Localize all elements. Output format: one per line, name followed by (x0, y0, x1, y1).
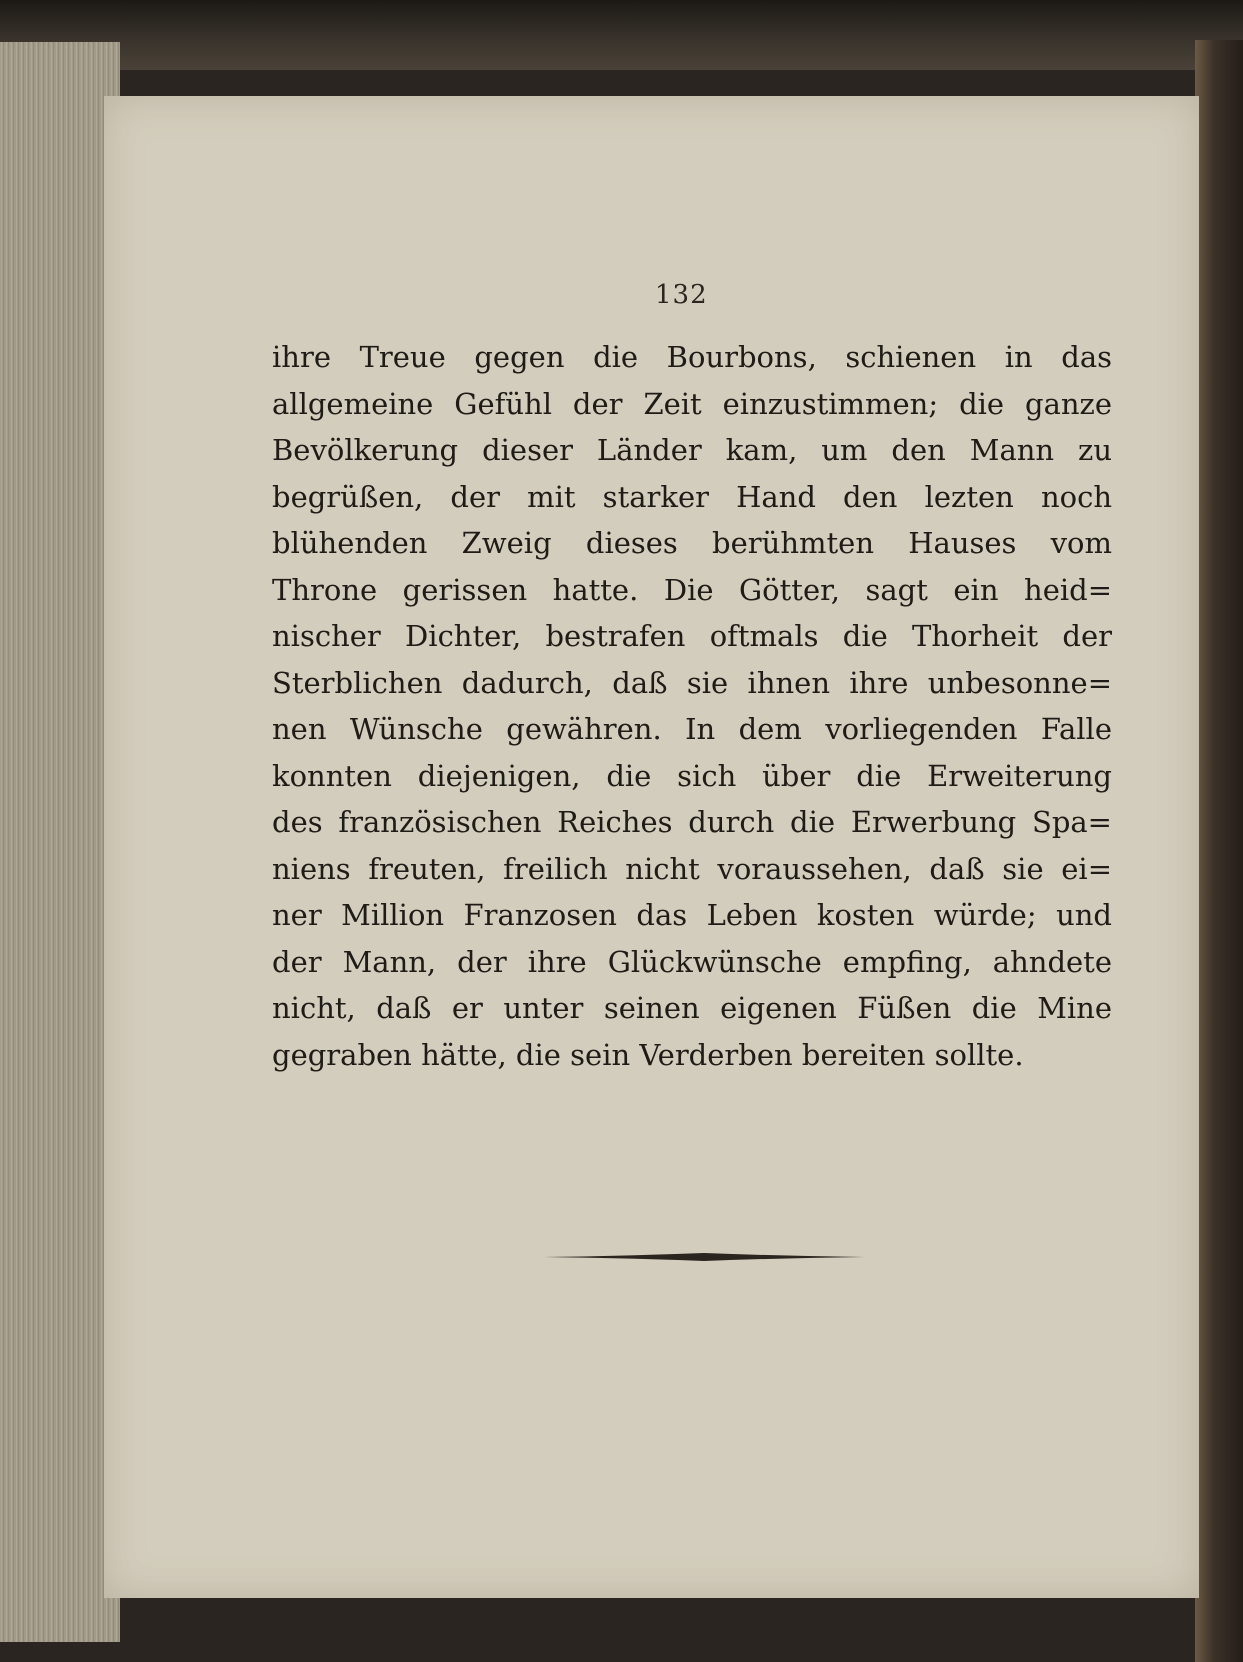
text-line: nicht, daß er unter seinen eigenen Füßen die Mine (272, 991, 1112, 1025)
book-binding-top (0, 0, 1243, 70)
text-line: ihre Treue gegen die Bourbons, schienen in das (272, 340, 1112, 374)
text-line: Throne gerissen hatte. Die Götter, sagt ein heid= (272, 572, 1112, 607)
text-line: allgemeine Gefühl der Zeit einzustimmen; die ganze (272, 386, 1112, 421)
text-line: nischer Dichter, bestrafen oftmals die Thorheit der (272, 619, 1112, 653)
text-line: ner Million Franzosen das Leben kosten würde; und (272, 898, 1112, 932)
text-line: niens freuten, freilich nicht voraussehen, daß sie ei= (272, 851, 1112, 886)
text-line: blühenden Zweig dieses berühmten Hauses vom (272, 526, 1112, 560)
page-number: 132 (655, 280, 708, 310)
text-line: Sterblichen dadurch, daß sie ihnen ihre unbesonne= (272, 665, 1112, 700)
text-line: begrüßen, der mit starker Hand den lezten noch (272, 479, 1112, 514)
body-text (272, 334, 1112, 1078)
text-line: konnten diejenigen, die sich über die Erweiterung (272, 758, 1112, 793)
text-line: des französischen Reiches durch die Erwerbung Spa= (272, 805, 1112, 839)
book-spine (1195, 40, 1243, 1662)
text-line: der Mann, der ihre Glückwünsche empfing, ahndete (272, 944, 1112, 979)
end-rule-ornament (544, 1252, 864, 1262)
text-line: nen Wünsche gewähren. In dem vorliegenden Falle (272, 712, 1112, 746)
text-line: gegraben hätte, die sein Verderben bereiten sollte. (272, 1037, 1024, 1072)
text-line: Bevölkerung dieser Länder kam, um den Mann zu (272, 433, 1112, 467)
page-edges (0, 42, 120, 1642)
